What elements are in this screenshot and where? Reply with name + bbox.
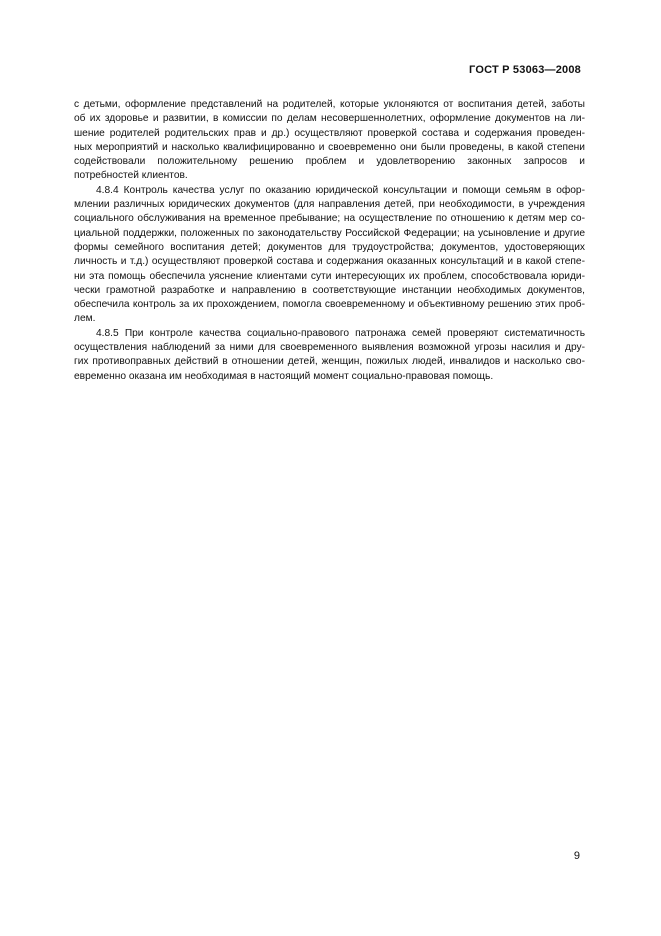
text-line: с детьми, оформление представлений на родителей, которые уклоняются от воспитания детей, заботы: [74, 99, 585, 110]
text-line: лем.: [74, 313, 96, 325]
text-line: евременно оказана им необходимая в настоящий момент социально-правовая помощь.: [74, 370, 494, 382]
text-line: формы семейного воспитания детей; документов для трудоустройства; документов, удостоверяющих: [74, 241, 585, 253]
text-line: ных мероприятий и насколько квалифицированно и своевременно они были проведены, в какой степени: [74, 141, 585, 153]
paragraph-continuation: [74, 98, 585, 184]
text-line: млении различных юридических документов (для направления детей, при необходимости, в учреждения: [74, 199, 585, 211]
text-line: 4.8.5 При контроле качества социально-правового патронажа семей проверяют систематичность: [96, 327, 585, 339]
document-body: [74, 98, 585, 384]
page-number: 9: [573, 850, 580, 862]
text-line: об их здоровье и развитии, в комиссии по делам несовершеннолетних, оформление документов на ли-: [74, 113, 585, 125]
paragraph-4-8-4: [74, 184, 585, 327]
text-line: осуществления наблюдений за ними для своевременного выявления возможной угрозы насилия и дру-: [74, 342, 585, 354]
text-line: обеспечила контроль за их прохождением, помогла своевременному и объективному решению этих проб-: [74, 299, 585, 311]
text-line: содействовали положительному решению проблем и удовлетворению законных запросов и: [74, 156, 585, 168]
text-line: социального обслуживания на временное пребывание; на осуществление по отношению к детям мер со-: [74, 213, 585, 225]
text-line: личность и т.д.) осуществляют проверкой состава и содержания оказанных консультаций и в какой степе-: [74, 256, 585, 268]
text-line: потребностей клиентов.: [74, 170, 188, 182]
paragraph-4-8-5: [74, 327, 585, 384]
document-header-standard: ГОСТ Р 53063—2008: [469, 64, 581, 76]
text-line: ни эта помощь обеспечила уяснение клиентами сути интересующих их проблем, способствовала юриди-: [74, 270, 585, 282]
text-line: циальной поддержки, положенных по законодательству Российской Федерации; на усыновление и другие: [74, 227, 585, 239]
text-line: гих противоправных действий в отношении детей, женщин, пожилых людей, инвалидов и насколько сво-: [74, 356, 585, 368]
text-line: шение родителей родительских прав и др.) осуществляют проверкой состава и содержания проведен-: [74, 127, 585, 139]
text-line: чески грамотной разработке и направлению в соответствующие инстанции необходимых документов,: [74, 284, 585, 296]
text-line: 4.8.4 Контроль качества услуг по оказанию юридической консультации и помощи семьям в офор-: [96, 184, 585, 196]
